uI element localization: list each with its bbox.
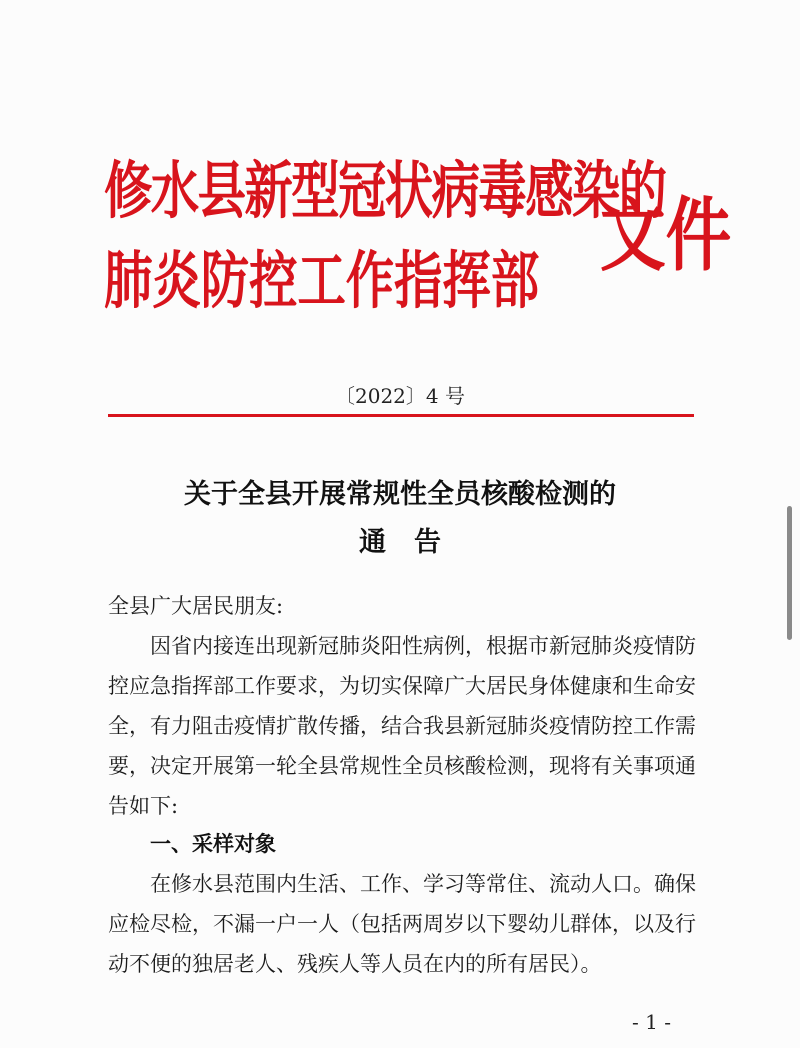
paragraph-line: 告如下: — [108, 794, 179, 818]
paragraph-1 — [108, 626, 708, 826]
document-number: 〔2022〕4 号 — [335, 384, 465, 408]
paragraph-line: 动不便的独居老人、残疾人等人员在内的所有居民）。 — [108, 952, 602, 976]
notice-title-line2: 通告 — [359, 527, 469, 558]
paragraph-2 — [108, 864, 708, 984]
paragraph-line: 控应急指挥部工作要求，为切实保障广大居民身体健康和生命安 — [108, 674, 696, 698]
header-title-line2: 肺炎防控工作指挥部 — [104, 244, 540, 317]
paragraph-line: 全，有力阻击疫情扩散传播，结合我县新冠肺炎疫情防控工作需 — [108, 714, 696, 738]
notice-title-line1: 关于全县开展常规性全员核酸检测的 — [184, 479, 616, 510]
scrollbar-thumb[interactable] — [787, 506, 792, 640]
page-number: - 1 - — [632, 1010, 671, 1034]
paragraph-line: 在修水县范围内生活、工作、学习等常住、流动人口。确保 — [150, 872, 696, 896]
salutation: 全县广大居民朋友: — [108, 594, 284, 618]
header-title-line1: 修水县新型冠状病毒感染的 — [104, 154, 666, 227]
paragraph-line: 因省内接连出现新冠肺炎阳性病例，根据市新冠肺炎疫情防 — [150, 634, 696, 658]
paragraph-line: 要，决定开展第一轮全县常规性全员核酸检测，现将有关事项通 — [108, 754, 696, 778]
red-divider-line — [108, 414, 694, 417]
paragraph-line: 应检尽检，不漏一户一人（包括两周岁以下婴幼儿群体，以及行 — [108, 912, 696, 936]
section-heading-1: 一、采样对象 — [150, 831, 276, 856]
header-title-suffix: 文件 — [600, 189, 732, 282]
